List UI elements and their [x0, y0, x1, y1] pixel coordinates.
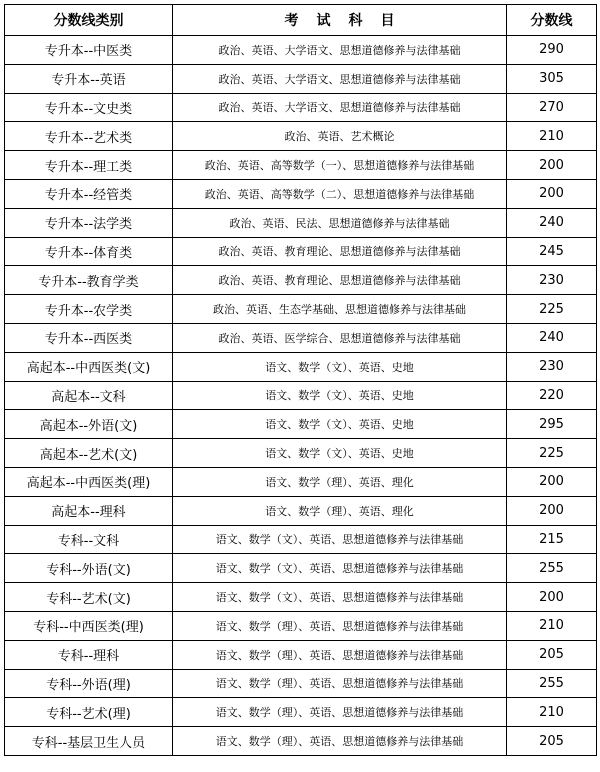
header-subjects: 考试科目	[173, 5, 507, 36]
row-subjects: 政治、英语、大学语文、思想道德修养与法律基础	[173, 36, 507, 65]
row-category: 专升本--法学类	[5, 208, 173, 237]
row-score: 230	[507, 266, 597, 295]
row-category: 专升本--体育类	[5, 237, 173, 266]
row-category: 专升本--理工类	[5, 151, 173, 180]
row-score: 210	[507, 698, 597, 727]
row-category: 高起本--中西医类(理)	[5, 467, 173, 496]
row-category: 专升本--农学类	[5, 295, 173, 324]
row-subjects: 语文、数学（文）、英语、史地	[173, 439, 507, 468]
row-score: 240	[507, 323, 597, 352]
row-subjects: 政治、英语、教育理论、思想道德修养与法律基础	[173, 237, 507, 266]
row-subjects: 政治、英语、民法、思想道德修养与法律基础	[173, 208, 507, 237]
row-subjects: 政治、英语、高等数学（一）、思想道德修养与法律基础	[173, 151, 507, 180]
row-score: 220	[507, 381, 597, 410]
row-category: 专升本--西医类	[5, 323, 173, 352]
table-row	[5, 122, 597, 151]
row-score: 305	[507, 64, 597, 93]
row-category: 高起本--艺术(文)	[5, 439, 173, 468]
row-subjects: 语文、数学（理）、英语、思想道德修养与法律基础	[173, 669, 507, 698]
row-category: 专升本--经管类	[5, 179, 173, 208]
row-category: 专科--艺术(文)	[5, 583, 173, 612]
table-header	[5, 5, 597, 36]
row-score: 210	[507, 122, 597, 151]
table-row	[5, 208, 597, 237]
row-subjects: 语文、数学（理）、英语、理化	[173, 467, 507, 496]
score-table-container	[4, 4, 596, 756]
row-subjects: 语文、数学（理）、英语、理化	[173, 496, 507, 525]
row-score: 200	[507, 496, 597, 525]
row-subjects: 政治、英语、大学语文、思想道德修养与法律基础	[173, 93, 507, 122]
row-subjects: 政治、英语、医学综合、思想道德修养与法律基础	[173, 323, 507, 352]
row-category: 专科--理科	[5, 640, 173, 669]
row-subjects: 政治、英语、高等数学（二）、思想道德修养与法律基础	[173, 179, 507, 208]
row-score: 225	[507, 295, 597, 324]
table-row	[5, 640, 597, 669]
row-category: 专科--外语(文)	[5, 554, 173, 583]
table-row	[5, 237, 597, 266]
table-row	[5, 583, 597, 612]
row-score: 205	[507, 727, 597, 756]
table-row	[5, 93, 597, 122]
table-row	[5, 554, 597, 583]
row-subjects: 语文、数学（文）、英语、思想道德修养与法律基础	[173, 554, 507, 583]
row-category: 高起本--中西医类(文)	[5, 352, 173, 381]
score-table	[4, 4, 597, 756]
row-subjects: 语文、数学（理）、英语、思想道德修养与法律基础	[173, 727, 507, 756]
header-category: 分数线类别	[5, 5, 173, 36]
row-score: 205	[507, 640, 597, 669]
row-category: 专升本--英语	[5, 64, 173, 93]
table-row	[5, 698, 597, 727]
row-score: 240	[507, 208, 597, 237]
row-score: 210	[507, 611, 597, 640]
table-row	[5, 467, 597, 496]
row-subjects: 政治、英语、大学语文、思想道德修养与法律基础	[173, 64, 507, 93]
table-row	[5, 669, 597, 698]
row-score: 255	[507, 554, 597, 583]
row-subjects: 语文、数学（理）、英语、思想道德修养与法律基础	[173, 640, 507, 669]
header-score: 分数线	[507, 5, 597, 36]
row-subjects: 语文、数学（理）、英语、思想道德修养与法律基础	[173, 611, 507, 640]
row-subjects: 语文、数学（理）、英语、思想道德修养与法律基础	[173, 698, 507, 727]
table-row	[5, 525, 597, 554]
row-subjects: 政治、英语、生态学基础、思想道德修养与法律基础	[173, 295, 507, 324]
header-row	[5, 5, 597, 36]
row-subjects: 语文、数学（文）、英语、史地	[173, 352, 507, 381]
table-row	[5, 295, 597, 324]
row-subjects: 政治、英语、教育理论、思想道德修养与法律基础	[173, 266, 507, 295]
row-category: 专升本--文史类	[5, 93, 173, 122]
table-row	[5, 323, 597, 352]
row-subjects: 语文、数学（文）、英语、史地	[173, 381, 507, 410]
row-category: 专升本--教育学类	[5, 266, 173, 295]
table-row	[5, 179, 597, 208]
table-row	[5, 266, 597, 295]
table-row	[5, 64, 597, 93]
table-row	[5, 439, 597, 468]
row-category: 专升本--中医类	[5, 36, 173, 65]
table-row	[5, 611, 597, 640]
row-category: 专科--基层卫生人员	[5, 727, 173, 756]
row-category: 专科--中西医类(理)	[5, 611, 173, 640]
row-subjects: 语文、数学（文）、英语、史地	[173, 410, 507, 439]
row-score: 295	[507, 410, 597, 439]
row-score: 290	[507, 36, 597, 65]
row-score: 245	[507, 237, 597, 266]
row-score: 230	[507, 352, 597, 381]
row-category: 专科--艺术(理)	[5, 698, 173, 727]
table-row	[5, 36, 597, 65]
row-score: 215	[507, 525, 597, 554]
row-subjects: 语文、数学（文）、英语、思想道德修养与法律基础	[173, 525, 507, 554]
row-category: 高起本--理科	[5, 496, 173, 525]
table-row	[5, 381, 597, 410]
table-row	[5, 727, 597, 756]
row-score: 270	[507, 93, 597, 122]
row-score: 225	[507, 439, 597, 468]
row-score: 255	[507, 669, 597, 698]
row-category: 专升本--艺术类	[5, 122, 173, 151]
row-score: 200	[507, 179, 597, 208]
row-subjects: 语文、数学（文）、英语、思想道德修养与法律基础	[173, 583, 507, 612]
row-category: 专科--外语(理)	[5, 669, 173, 698]
row-subjects: 政治、英语、艺术概论	[173, 122, 507, 151]
row-category: 高起本--文科	[5, 381, 173, 410]
row-category: 专科--文科	[5, 525, 173, 554]
row-category: 高起本--外语(文)	[5, 410, 173, 439]
row-score: 200	[507, 467, 597, 496]
table-row	[5, 151, 597, 180]
table-row	[5, 410, 597, 439]
table-row	[5, 352, 597, 381]
table-body	[5, 36, 597, 756]
row-score: 200	[507, 151, 597, 180]
row-score: 200	[507, 583, 597, 612]
table-row	[5, 496, 597, 525]
